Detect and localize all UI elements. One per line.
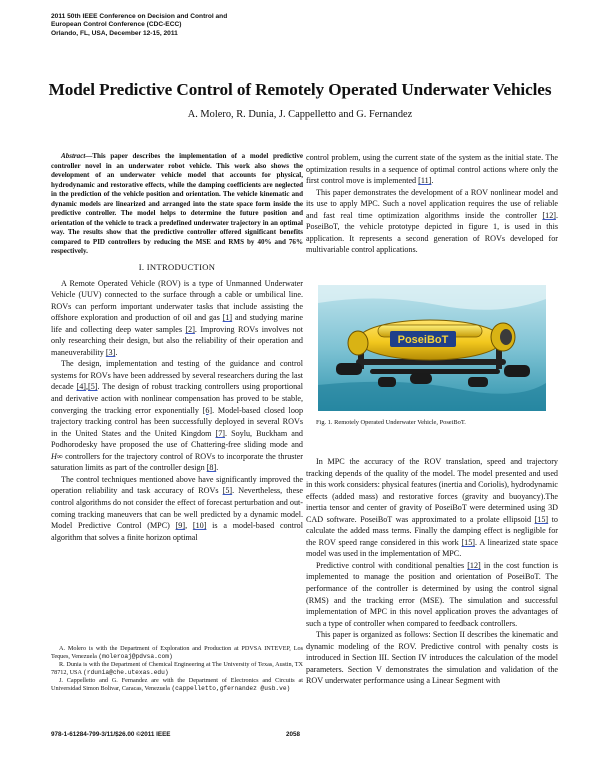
citation-link[interactable]: [6]: [202, 405, 213, 415]
footnote-text: J. Cappelletto and G. Fernandez are with the Department of Electronics and Circuits at Universidad Simon Bolivar, Caracas, Venezuela: [51, 676, 303, 692]
text-run: ,: [85, 382, 89, 392]
rov-photo: [318, 285, 546, 411]
text-run: in the cost function is implemented to manage the position and orientation of PoseiBoT. The performance of the controller is determined by using the control signal (RMS) and the tracking error (MSE). The simulation and successful implementation of MPC in this novel application proves the advantages of such a type of controller when compared to feedback controllers.: [306, 560, 558, 628]
text-run: The control techniques mentioned above have significantly improved the operation reliability and task accuracy of ROVs: [51, 474, 303, 496]
citation-link[interactable]: [4]: [76, 382, 86, 392]
left-column: [51, 152, 303, 543]
footnote-affiliation: [51, 677, 303, 693]
text-run: A Remote Operated Vehicle (ROV) is a type of Unmanned Underwater Vehicle (UUV) connected to the surface through a cable or umbilical line. ROVs can perform important underwater tasks that include assisting the offshore exploration and production of oil and gas: [51, 278, 303, 323]
paragraph-demo: [306, 187, 558, 256]
footnote-affiliation: [51, 645, 303, 661]
right-column-top: [306, 152, 558, 256]
isbn-line: 978-1-61284-799-3/11/$26.00 ©2011 IEEE: [51, 731, 171, 738]
email-address: (cappelletto,gfernandez @usb.ve): [171, 684, 291, 692]
footnote-affiliation: [51, 661, 303, 677]
citation-link[interactable]: [9]: [175, 521, 186, 531]
abstract-label: Abstract: [61, 152, 86, 160]
footnote-text: A. Molero is with the Department of Exploration and Production at PDVSA INTEVEP, Los Teques, Venezuela: [51, 645, 303, 660]
text-run: .: [216, 463, 219, 473]
text-run: .: [431, 176, 434, 186]
right-column-bottom: [306, 456, 558, 687]
text-run: controllers for the trajectory control of ROVs to incorporate the thruster saturation limits as part of the controller design: [51, 451, 303, 473]
text-run: . Nevertheless, these control algorithms do not consider the effect of forecast perturbation and out-coming tracking maneuvers that can be well predicted by a dynamic model. Model Predictive Control (MPC): [51, 486, 303, 531]
conference-line: Orlando, FL, USA, December 12-15, 2011: [51, 29, 178, 37]
citation-link[interactable]: [3]: [105, 347, 116, 357]
text-run: ,: [185, 521, 193, 531]
text-run: . A linearized state space model was used in the implementation of MPC.: [306, 537, 558, 559]
text-run: and studying marine life and collecting deep water samples: [51, 313, 303, 334]
figure-1: [306, 285, 558, 433]
paragraph-mpc: [306, 456, 558, 560]
vehicle-label: PoseiBoT: [397, 334, 449, 346]
citation-link[interactable]: [10]: [192, 521, 207, 531]
text-run: The design, implementation and testing of the guidance and control systems for ROVs have been addressed by several researchers during the last decade: [51, 359, 303, 392]
text-run: In MPC the accuracy of the ROV translation, speed and trajectory tracking depends of the quality of the model. The model presented and used in this work considers: physical features (inertia and Coriolis), hydrodynamic effects (added mass) and restorative forces (gravity and buoyancy).The inertia tensor and center of gravity of PoseiBoT were determined using 3D CAD software. PoseiBoT was approximated to a prolate ellipsoid: [306, 457, 558, 524]
text-run: control problem, using the current state of the system as the initial state. The optimization results in a sequence of optimal control actions where only the first control move is implemented: [306, 153, 558, 186]
page-number: 2058: [286, 731, 301, 738]
paragraph-predictive: [306, 560, 558, 629]
paper-authors: A. Molero, R. Dunia, J. Cappelletto and G. Fernandez: [187, 109, 413, 120]
intro-paragraph-2: [51, 358, 303, 473]
citation-link[interactable]: [12]: [467, 560, 481, 570]
citation-link[interactable]: [15]: [461, 537, 476, 547]
text-run: Predictive control with conditional penalties: [316, 560, 468, 570]
paper-title: Model Predictive Control of Remotely Operated Underwater Vehicles: [48, 80, 552, 99]
abstract: [51, 152, 303, 257]
text-run: to calculate the added mass terms. Finally the damping effect is negligible for the ROV speed range considered in this work: [306, 514, 558, 547]
citation-link[interactable]: [12]: [542, 210, 556, 220]
conference-line: European Control Conference (CDC-ECC): [51, 21, 182, 29]
section-heading: I. INTRODUCTION: [138, 262, 216, 273]
text-run: . Model-based closed loop trajectory tracking control has been successfully deployed in several ROVs in the United States and the United Kingdom: [51, 405, 304, 438]
intro-paragraph-3: [51, 474, 303, 543]
citation-link[interactable]: [8]: [206, 463, 217, 473]
text-run: . Improving ROVs involves not only researching their design, but also the reliability of their operation and maneuverability: [51, 324, 303, 357]
abstract-text: —This paper describes the implementation of a model predictive controller novel in an underwater robot vehicle. This work also shows the development of an underwater vehicle model that accounts for physical, hydrodynamic and restorative effects, while the damping coefficients are neglected in the prediction of the vehicle position and orientation. The vehicle kinematic and dynamic models are linearized and arranged into the state space form inside the predictive controller. The model helps to determine the future position and orientation of the vehicle to track a predefined underwater trajectory in an optimal way. The results show that the predictive controller offered significant benefits compared to PID controllers by reducing the MSE and RMS by 40% and 76% respectively.: [51, 152, 303, 256]
citation-link[interactable]: [1]: [222, 313, 233, 323]
text-run: .: [115, 347, 118, 357]
text-run: . PoseiBoT, the vehicle prototype depicted in figure 1, is used in this application. It represents a second generation of ROVs developed for multivariable control applications.: [306, 210, 558, 255]
citation-link[interactable]: [5]: [222, 486, 233, 496]
citation-link[interactable]: [11]: [418, 176, 432, 186]
text-run: This paper demonstrates the development of a ROV nonlinear model and its use to apply MPC. Such a novel application requires the use of reliable and fast real time optimization algorithms inside the controller: [306, 187, 558, 220]
paragraph-continued: [306, 152, 558, 187]
paragraph-organization: [306, 629, 558, 687]
footnote-text: R. Dunia is with the Department of Chemical Engineering at The University of Texas, Austin, TX 78712, USA: [51, 660, 303, 676]
footnotes: [51, 645, 303, 692]
text-run: . The design of robust tracking controllers using proportional and derivative action with nonlinear compensation has proved to be stable, converging the tracking error exponentially: [51, 382, 303, 415]
h-infinity-symbol: H∞: [51, 451, 63, 461]
citation-link[interactable]: [15]: [534, 514, 549, 524]
email-address: (moleroaj@pdvsa.com): [98, 652, 173, 660]
text-run: is a model-based control algorithm that solves a finite horizon optimal: [51, 521, 304, 542]
figure-caption: Fig. 1. Remotely Operated Underwater Vehicle, PoseiBoT.: [316, 419, 466, 426]
text-run: . Soylu, Buckham and Podhorodesky have proposed the use of Chattering-free sliding mode and: [51, 428, 303, 450]
citation-link[interactable]: [2]: [185, 324, 195, 334]
citation-link[interactable]: [5]: [88, 382, 98, 392]
email-address: (rdunia@che.utexas.edu): [83, 668, 169, 676]
conference-line: 2011 50th IEEE Conference on Decision and Control and: [51, 13, 228, 20]
citation-link[interactable]: [7]: [215, 428, 225, 438]
intro-paragraph-1: [51, 278, 303, 359]
conference-header: [51, 13, 351, 38]
text-run: This paper is organized as follows: Section II describes the kinematic and dynamic modeling of the ROV. Predictive control with penalty costs is introduced in Section III. Section IV introduces the calculation of the model parameters. Section V demonstrates the simulation and validation of the ROV underwater performance using a Linear Segment with: [306, 630, 558, 686]
